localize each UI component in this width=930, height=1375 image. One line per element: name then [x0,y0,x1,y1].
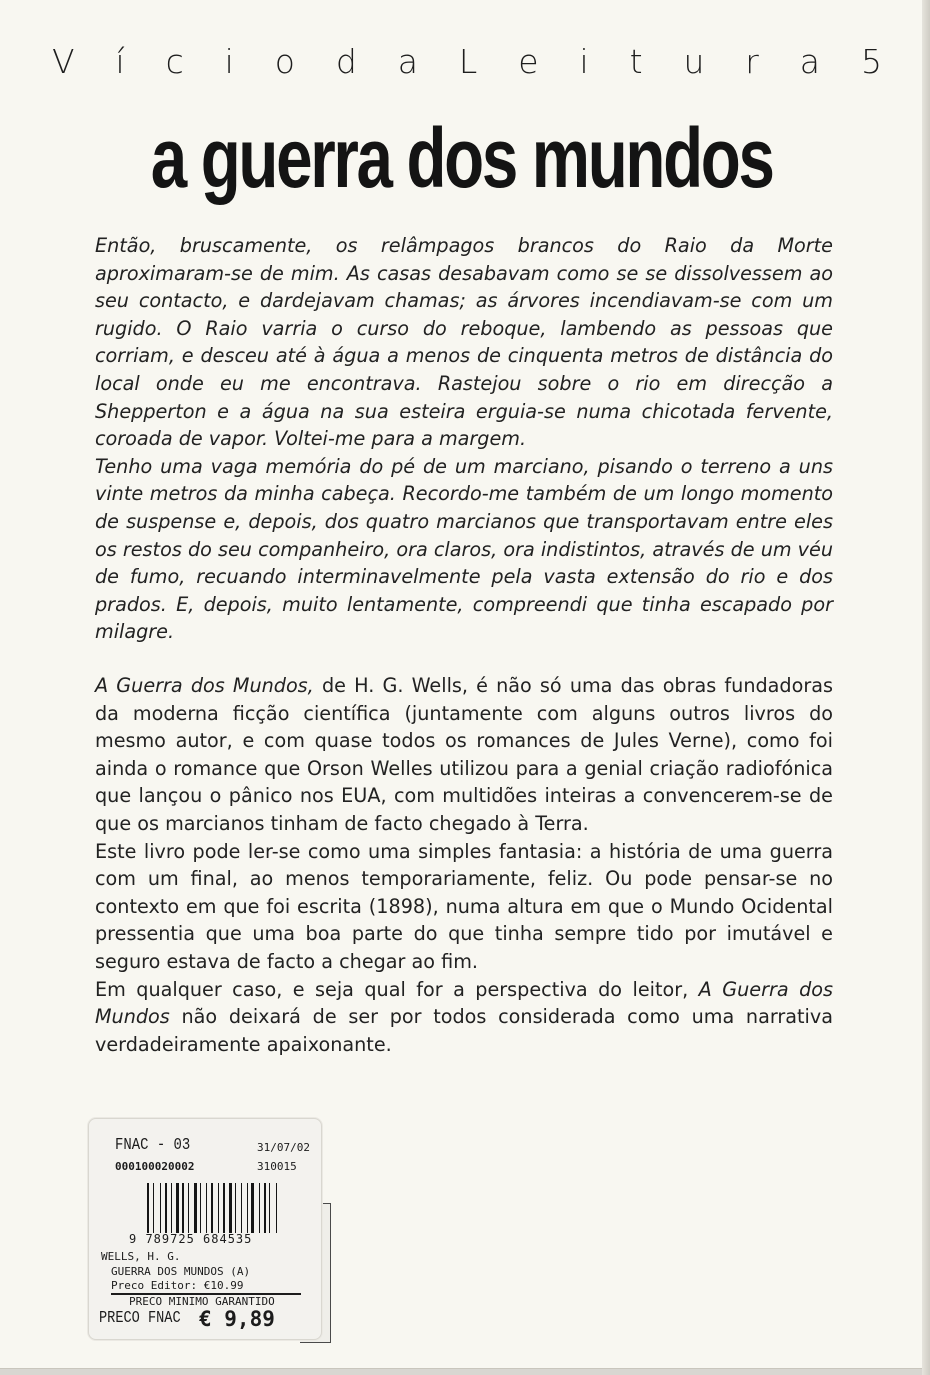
excerpt-paragraph: Tenho uma vaga memória do pé de um marciano, pisando o terreno a uns vinte metros da minha cabeça. Recordo-me também de um longo momento de suspense e, depois, dos quatro marcianos que transportavam entre eles os restos do seu companheiro, ora claros, ora indistintos, através de um véu de fumo, recuando interminavelmente pela vasta extensão do rio e dos prados. E, depois, muito lentamente, compreendi que tinha escapado por milagre. [95,454,833,644]
series-letter: i [579,41,589,81]
series-letter: a [799,41,821,81]
book-title: a guerra dos mundos [150,111,773,205]
sticker-editor-price: Preco Editor: €10.99 [111,1279,244,1292]
barcode-digits: 9 789725 684535 [129,1232,253,1246]
sticker-min-price: PRECO MINIMO GARANTIDO [129,1295,275,1308]
series-letter: V [52,41,75,81]
blurb-text: não deixará de ser por todos considerada como uma narrativa verdadeiramente apaixonante. [95,1005,833,1056]
excerpt-paragraph: Então, bruscamente, os relâmpagos brancos do Raio da Morte aproximaram-se de mim. As casas desabavam como se se dissolvessem ao seu contacto, e dardejavam chamas; as árvores incendiavam-se com um rugido. O Raio varria o curso do reboque, lambendo as pessoas que corriam, e desceu até à água a menos de cinquenta metros de distância do local onde eu me encontrava. Rastejou sobre o rio em direcção a Shepperton e a água na sua esteira erguia-se numa chicotada fervente, coroada de vapor. Voltei-me para a margem. [95,234,833,451]
sticker-store: FNAC - 03 [115,1136,191,1155]
sticker-date: 31/07/02 [257,1141,310,1154]
series-letter: d [335,41,357,81]
series-letter: o [274,41,295,81]
blurb-book-title: A Guerra dos Mundos, [95,674,314,697]
sticker-code: 000100020002 [115,1160,195,1173]
excerpt-quote [95,232,833,646]
series-heading [52,36,882,86]
blurb-book-title: A Guerra dos Mundos [95,977,833,1029]
blurb-text: de H. G. Wells, é não só uma das obras fundadoras da moderna ficção científica (juntamente com alguns outros livros do mesmo autor, e com quase todos os romances de Jules Verne), como foi ainda o romance que Orson Welles utilizou para a genial criação radiofónica que lançou o pânico nos EUA, com multidões inteiras a convencerem-se de que os marcianos tinham de facto chegado à Terra. [95,674,833,835]
blurb-paragraph [95,976,833,1059]
price-sticker [88,1118,322,1340]
series-letter: r [745,41,759,81]
series-letter: u [683,41,705,81]
sticker-ref: 310015 [257,1160,297,1173]
series-letter: L [458,41,478,81]
series-letter: a [397,41,418,81]
series-letter: e [518,41,539,81]
series-letter: í [115,41,125,81]
sticker-book: GUERRA DOS MUNDOS (A) [111,1265,251,1278]
series-letter: t [629,41,643,81]
barcode-icon [147,1183,287,1233]
sticker-price: € 9,89 [199,1307,275,1331]
series-number: 5 [860,41,882,81]
sticker-author: WELLS, H. G. [101,1250,181,1263]
cover-edge [922,0,930,1375]
blurb-text: Em qualquer caso, e seja qual for a perspectiva do leitor, [95,977,699,1001]
series-letter: c [165,41,184,81]
series-letter: i [224,41,234,81]
sticker-price-label: PRECO FNAC [99,1309,181,1328]
blurb-paragraph: Este livro pode ler-se como uma simples fantasia: a história de uma guerra com um final, ao menos temporariamente, feliz. Ou pode pensar-se no contexto em que foi escrita (1898), numa altura em que o Mundo Ocidental pressentia que uma boa parte do que tinha sempre tido por imutável e seguro estava de facto a chegar ao fim. [95,839,833,973]
blurb-paragraph [95,672,833,838]
book-blurb [95,672,833,1058]
